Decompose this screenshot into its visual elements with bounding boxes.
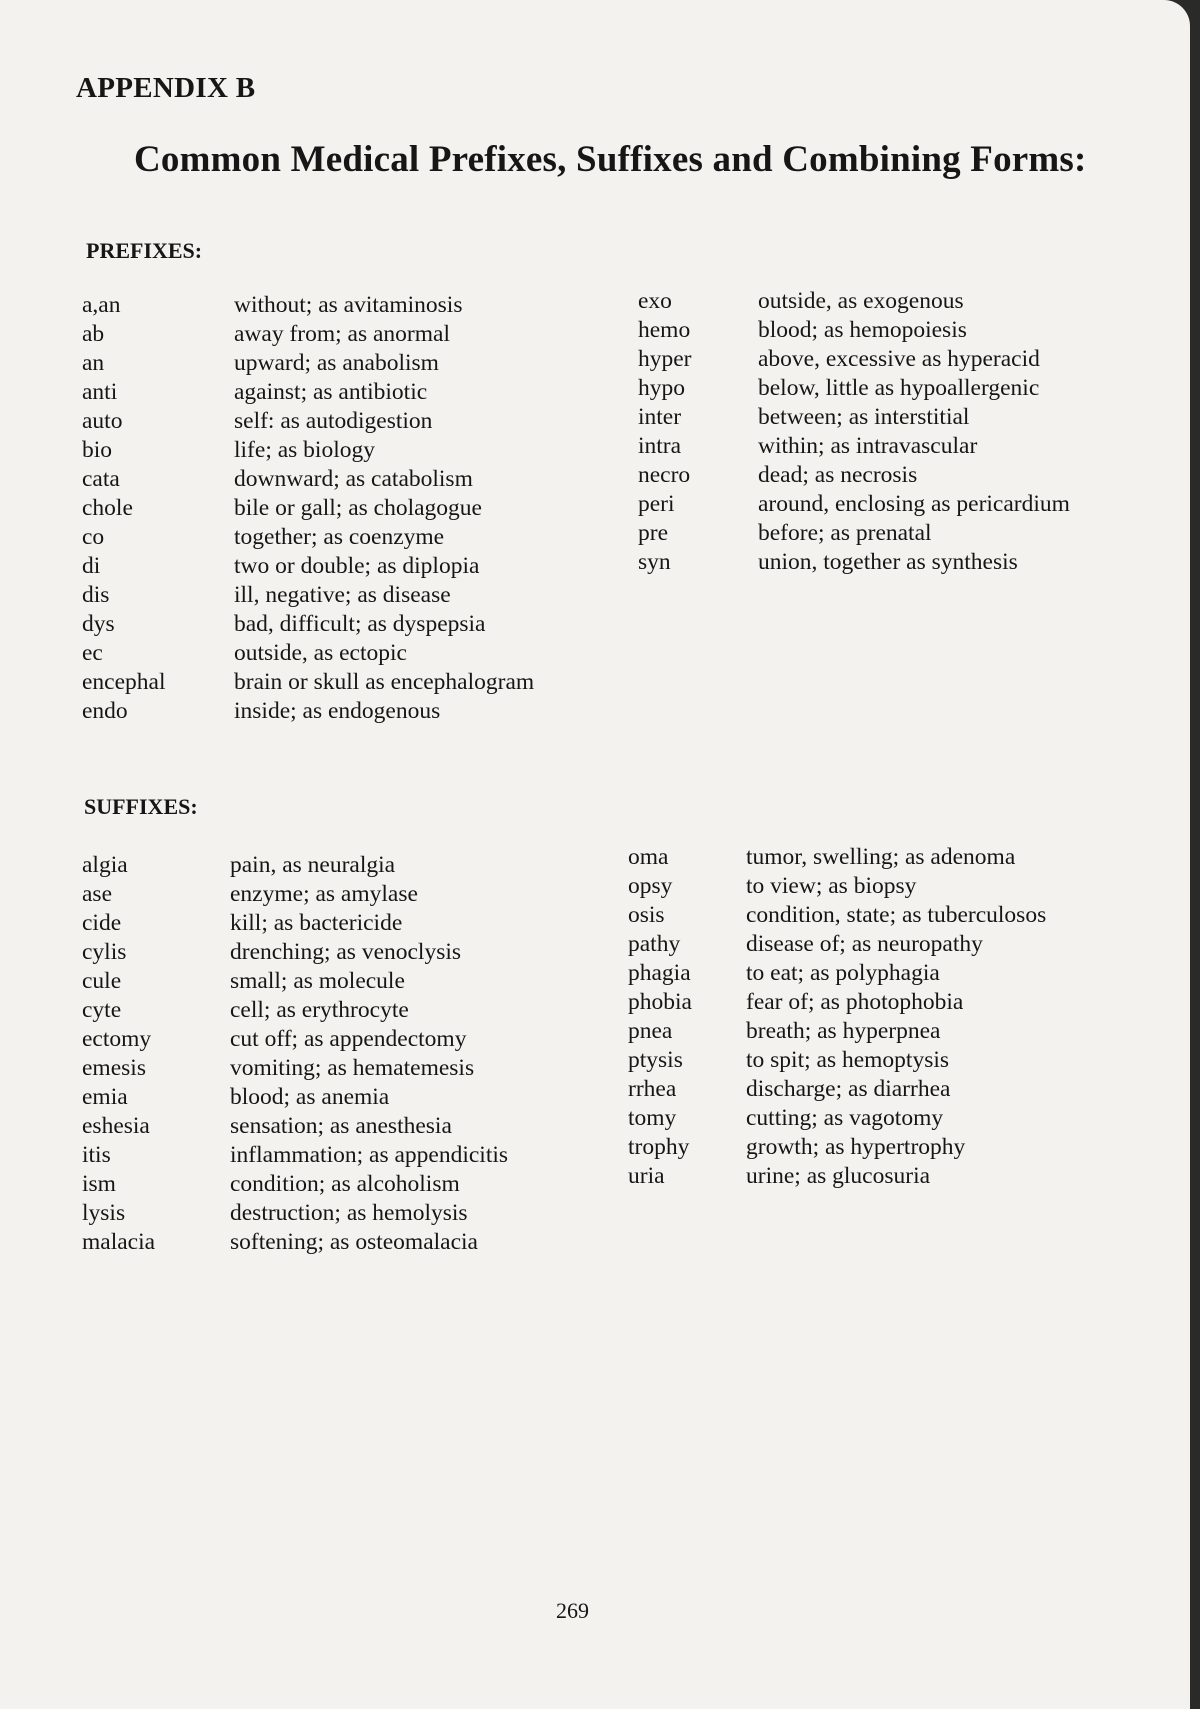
list-item — [82, 909, 602, 938]
definition: softening; as osteomalacia — [230, 1229, 478, 1255]
term: cide — [82, 910, 122, 936]
term: hyper — [638, 346, 692, 372]
term: peri — [638, 491, 675, 517]
definition: away from; as anormal — [234, 321, 450, 347]
term: ectomy — [82, 1026, 152, 1052]
definition: before; as prenatal — [758, 520, 932, 546]
term: uria — [628, 1163, 665, 1189]
term: ab — [82, 321, 105, 347]
term: bio — [82, 437, 113, 463]
list-item — [82, 610, 602, 639]
term: dis — [82, 582, 110, 608]
list-item — [628, 901, 1168, 930]
term: emia — [82, 1084, 128, 1110]
definition: enzyme; as amylase — [230, 881, 418, 907]
definition: below, little as hypoallergenic — [758, 375, 1040, 401]
prefixes-right-list — [638, 287, 1158, 577]
list-item — [82, 851, 602, 880]
definition: pain, as neuralgia — [230, 852, 396, 878]
list-item — [82, 349, 602, 378]
term: cata — [82, 466, 120, 492]
list-item — [82, 581, 602, 610]
list-item — [82, 697, 602, 726]
definition: condition, state; as tuberculosos — [746, 902, 1047, 928]
list-item — [82, 1112, 602, 1141]
list-item — [82, 996, 602, 1025]
prefixes-left-list — [82, 291, 602, 726]
list-item — [82, 1083, 602, 1112]
term: hemo — [638, 317, 691, 343]
list-item — [628, 1017, 1168, 1046]
definition: kill; as bactericide — [230, 910, 403, 936]
term: pnea — [628, 1018, 673, 1044]
appendix-label: APPENDIX B — [76, 72, 256, 104]
term: algia — [82, 852, 128, 878]
list-item — [638, 403, 1158, 432]
term: phagia — [628, 960, 691, 986]
page-number: 269 — [556, 1598, 589, 1623]
term: ptysis — [628, 1047, 683, 1073]
suffixes-left-list — [82, 851, 602, 1257]
term: dys — [82, 611, 115, 637]
list-item — [638, 490, 1158, 519]
list-item — [638, 461, 1158, 490]
list-item — [628, 930, 1168, 959]
definition: dead; as necrosis — [758, 462, 918, 488]
definition: condition; as alcoholism — [230, 1171, 460, 1197]
term: opsy — [628, 873, 673, 899]
list-item — [82, 1199, 602, 1228]
list-item — [82, 1054, 602, 1083]
term: ism — [82, 1171, 116, 1197]
list-item — [628, 1162, 1168, 1191]
list-item — [638, 316, 1158, 345]
list-item — [82, 523, 602, 552]
definition: to eat; as polyphagia — [746, 960, 940, 986]
definition: two or double; as diplopia — [234, 553, 480, 579]
definition: sensation; as anesthesia — [230, 1113, 452, 1139]
definition: self: as autodigestion — [234, 408, 433, 434]
term: inter — [638, 404, 682, 430]
list-item — [82, 407, 602, 436]
term: phobia — [628, 989, 692, 1015]
suffixes-heading: SUFFIXES: — [84, 794, 198, 819]
definition: together; as coenzyme — [234, 524, 445, 550]
list-item — [82, 320, 602, 349]
term: cyte — [82, 997, 122, 1023]
term: lysis — [82, 1200, 126, 1226]
list-item — [82, 967, 602, 996]
term: oma — [628, 844, 669, 870]
list-item — [82, 494, 602, 523]
definition: inflammation; as appendicitis — [230, 1142, 509, 1168]
list-item — [628, 1075, 1168, 1104]
definition: cut off; as appendectomy — [230, 1026, 467, 1052]
list-item — [82, 938, 602, 967]
term: co — [82, 524, 105, 550]
list-item — [82, 1025, 602, 1054]
list-item — [638, 432, 1158, 461]
list-item — [82, 465, 602, 494]
definition: life; as biology — [234, 437, 375, 463]
definition: tumor, swelling; as adenoma — [746, 844, 1016, 870]
list-item — [628, 1046, 1168, 1075]
term: chole — [82, 495, 133, 521]
list-item — [638, 548, 1158, 577]
term: auto — [82, 408, 123, 434]
definition: bad, difficult; as dyspepsia — [234, 611, 486, 637]
list-item — [628, 988, 1168, 1017]
list-item — [82, 552, 602, 581]
definition: within; as intravascular — [758, 433, 978, 459]
term: cule — [82, 968, 122, 994]
term: anti — [82, 379, 118, 405]
term: itis — [82, 1142, 111, 1168]
list-item — [628, 1104, 1168, 1133]
definition: upward; as anabolism — [234, 350, 439, 376]
term: an — [82, 350, 105, 376]
definition: blood; as hemopoiesis — [758, 317, 967, 343]
definition: bile or gall; as cholagogue — [234, 495, 482, 521]
definition: cell; as erythrocyte — [230, 997, 409, 1023]
definition: drenching; as venoclysis — [230, 939, 462, 965]
list-item — [82, 291, 602, 320]
definition: cutting; as vagotomy — [746, 1105, 944, 1131]
definition: above, excessive as hyperacid — [758, 346, 1040, 372]
list-item — [82, 1170, 602, 1199]
term: tomy — [628, 1105, 677, 1131]
term: di — [82, 553, 101, 579]
definition: breath; as hyperpnea — [746, 1018, 941, 1044]
term: ase — [82, 881, 113, 907]
term: cylis — [82, 939, 127, 965]
term: necro — [638, 462, 691, 488]
prefixes-heading: PREFIXES: — [86, 238, 203, 263]
list-item — [628, 843, 1168, 872]
definition: fear of; as photophobia — [746, 989, 964, 1015]
definition: outside, as ectopic — [234, 640, 407, 666]
definition: disease of; as neuropathy — [746, 931, 983, 957]
definition: small; as molecule — [230, 968, 405, 994]
term: hypo — [638, 375, 685, 401]
page-title: Common Medical Prefixes, Suffixes and Combining Forms: — [134, 139, 1087, 180]
definition: urine; as glucosuria — [746, 1163, 931, 1189]
list-item — [82, 1228, 602, 1257]
term: endo — [82, 698, 128, 724]
list-item — [638, 287, 1158, 316]
suffixes-right-list — [628, 843, 1168, 1191]
term: emesis — [82, 1055, 146, 1081]
list-item — [628, 872, 1168, 901]
term: rrhea — [628, 1076, 677, 1102]
definition: ill, negative; as disease — [234, 582, 451, 608]
definition: brain or skull as encephalogram — [234, 669, 535, 695]
definition: to spit; as hemoptysis — [746, 1047, 950, 1073]
definition: between; as interstitial — [758, 404, 970, 430]
term: malacia — [82, 1229, 156, 1255]
list-item — [82, 436, 602, 465]
term: encephal — [82, 669, 166, 695]
definition: union, together as synthesis — [758, 549, 1018, 575]
definition: outside, as exogenous — [758, 288, 964, 314]
term: trophy — [628, 1134, 690, 1160]
definition: without; as avitaminosis — [234, 292, 463, 318]
list-item — [628, 1133, 1168, 1162]
term: intra — [638, 433, 682, 459]
term: pathy — [628, 931, 681, 957]
term: eshesia — [82, 1113, 150, 1139]
list-item — [638, 374, 1158, 403]
list-item — [82, 880, 602, 909]
definition: inside; as endogenous — [234, 698, 441, 724]
term: syn — [638, 549, 671, 575]
list-item — [82, 668, 602, 697]
term: osis — [628, 902, 665, 928]
definition: growth; as hypertrophy — [746, 1134, 966, 1160]
term: exo — [638, 288, 672, 314]
definition: to view; as biopsy — [746, 873, 917, 899]
definition: discharge; as diarrhea — [746, 1076, 951, 1102]
term: a,an — [82, 292, 121, 318]
list-item — [82, 378, 602, 407]
term: pre — [638, 520, 669, 546]
definition: downward; as catabolism — [234, 466, 473, 492]
definition: destruction; as hemolysis — [230, 1200, 468, 1226]
definition: around, enclosing as pericardium — [758, 491, 1070, 517]
definition: vomiting; as hematemesis — [230, 1055, 475, 1081]
list-item — [638, 345, 1158, 374]
list-item — [638, 519, 1158, 548]
list-item — [628, 959, 1168, 988]
definition: against; as antibiotic — [234, 379, 428, 405]
list-item — [82, 1141, 602, 1170]
list-item — [82, 639, 602, 668]
definition: blood; as anemia — [230, 1084, 390, 1110]
term: ec — [82, 640, 103, 666]
